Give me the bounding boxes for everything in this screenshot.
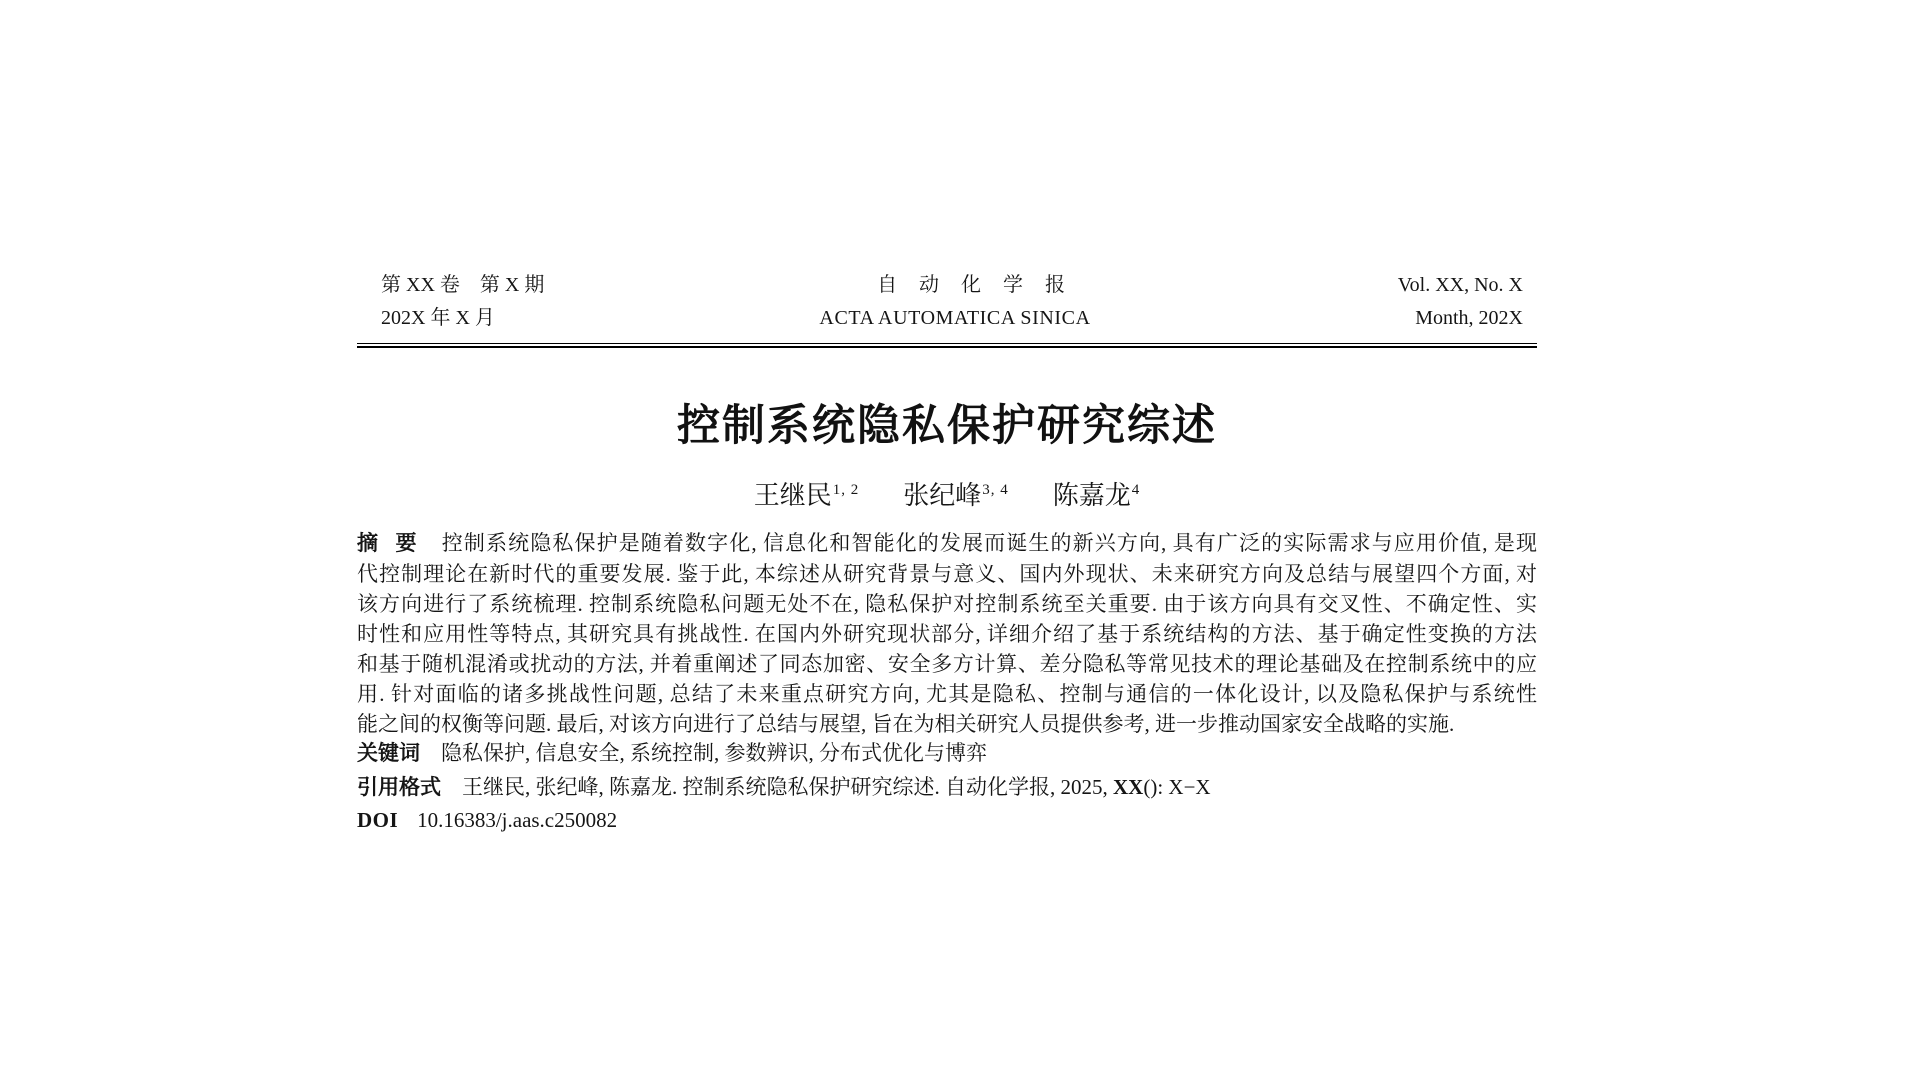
citation-text-after: (): X−X (1143, 775, 1211, 799)
author-3 (1053, 479, 1141, 513)
author-1-affiliation-sup: 1, 2 (832, 482, 860, 499)
journal-header-row-1 (357, 272, 1537, 298)
abstract-line-7: 能之间的权衡等问题. 最后, 对该方向进行了总结与展望, 旨在为相关研究人员提供参考, 进一步推动国家安全战略的实施. (357, 712, 1455, 736)
author-1-name: 王继民 (753, 481, 832, 510)
author-3-affiliation-sup: 4 (1131, 482, 1141, 499)
abstract-line-4: 时性和应用性等特点, 其研究具有挑战性. 在国内外研究现状部分, 详细介绍了基于系统结构的方法、基于确定性变换的方法 (357, 622, 1537, 646)
journal-volume-en: Vol. XX, No. X (1397, 274, 1523, 296)
citation-volume-bold: XX (1113, 775, 1144, 799)
author-3-name: 陈嘉龙 (1052, 481, 1131, 510)
keywords-text: 隐私保护, 信息安全, 系统控制, 参数辨识, 分布式优化与博弈 (441, 741, 987, 765)
author-2 (903, 479, 1009, 513)
abstract-line-5: 和基于随机混淆或扰动的方法, 并着重阐述了同态加密、安全多方计算、差分隐私等常见技术的理论基础及在控制系统中的应 (357, 652, 1537, 676)
citation-text-before: 王继民, 张纪峰, 陈嘉龙. 控制系统隐私保护研究综述. 自动化学报, 2025, (462, 775, 1113, 799)
journal-name-cn: 自 动 化 学 报 (877, 274, 1066, 296)
abstract-line-2: 代控制理论在新时代的重要发展. 鉴于此, 本综述从研究背景与意义、国内外现状、未来研究方向及总结与展望四个方面, 对 (357, 562, 1537, 586)
journal-date-cn: 202X 年 X 月 (381, 307, 495, 329)
citation-label: 引用格式 (357, 776, 441, 799)
doi-value: 10.16383/j.aas.c250082 (417, 808, 618, 832)
keywords-label: 关键词 (357, 742, 420, 765)
abstract-line-1 (357, 528, 1537, 559)
citation-row (357, 772, 1537, 803)
keywords-row (357, 738, 1537, 769)
journal-name-en: ACTA AUTOMATICA SINICA (819, 307, 1091, 329)
author-line (357, 479, 1537, 513)
article-title: 控制系统隐私保护研究综述 (677, 402, 1217, 450)
abstract-block (357, 528, 1537, 739)
journal-header-row-2 (357, 305, 1537, 331)
author-1 (754, 479, 860, 513)
abstract-line-3: 该方向进行了系统梳理. 控制系统隐私问题无处不在, 隐私保护对控制系统至关重要. 由于该方向具有交叉性、不确定性、实 (357, 592, 1537, 616)
author-2-name: 张纪峰 (903, 481, 982, 510)
header-double-rule (357, 343, 1537, 348)
doi-label: DOI (357, 808, 399, 832)
author-2-affiliation-sup: 3, 4 (982, 482, 1009, 499)
abstract-label: 摘 要 (357, 532, 418, 555)
abstract-line-1-text: 控制系统隐私保护是随着数字化, 信息化和智能化的发展而诞生的新兴方向, 具有广泛的实际需求与应用价值, 是现 (441, 531, 1537, 555)
abstract-line-6: 用. 针对面临的诸多挑战性问题, 总结了未来重点研究方向, 尤其是隐私、控制与通信的一体化设计, 以及隐私保护与系统性 (357, 682, 1537, 706)
journal-date-en: Month, 202X (1415, 307, 1523, 329)
doi-row (357, 805, 1537, 835)
journal-issue-cn: 第 XX 卷 第 X 期 (381, 274, 545, 296)
